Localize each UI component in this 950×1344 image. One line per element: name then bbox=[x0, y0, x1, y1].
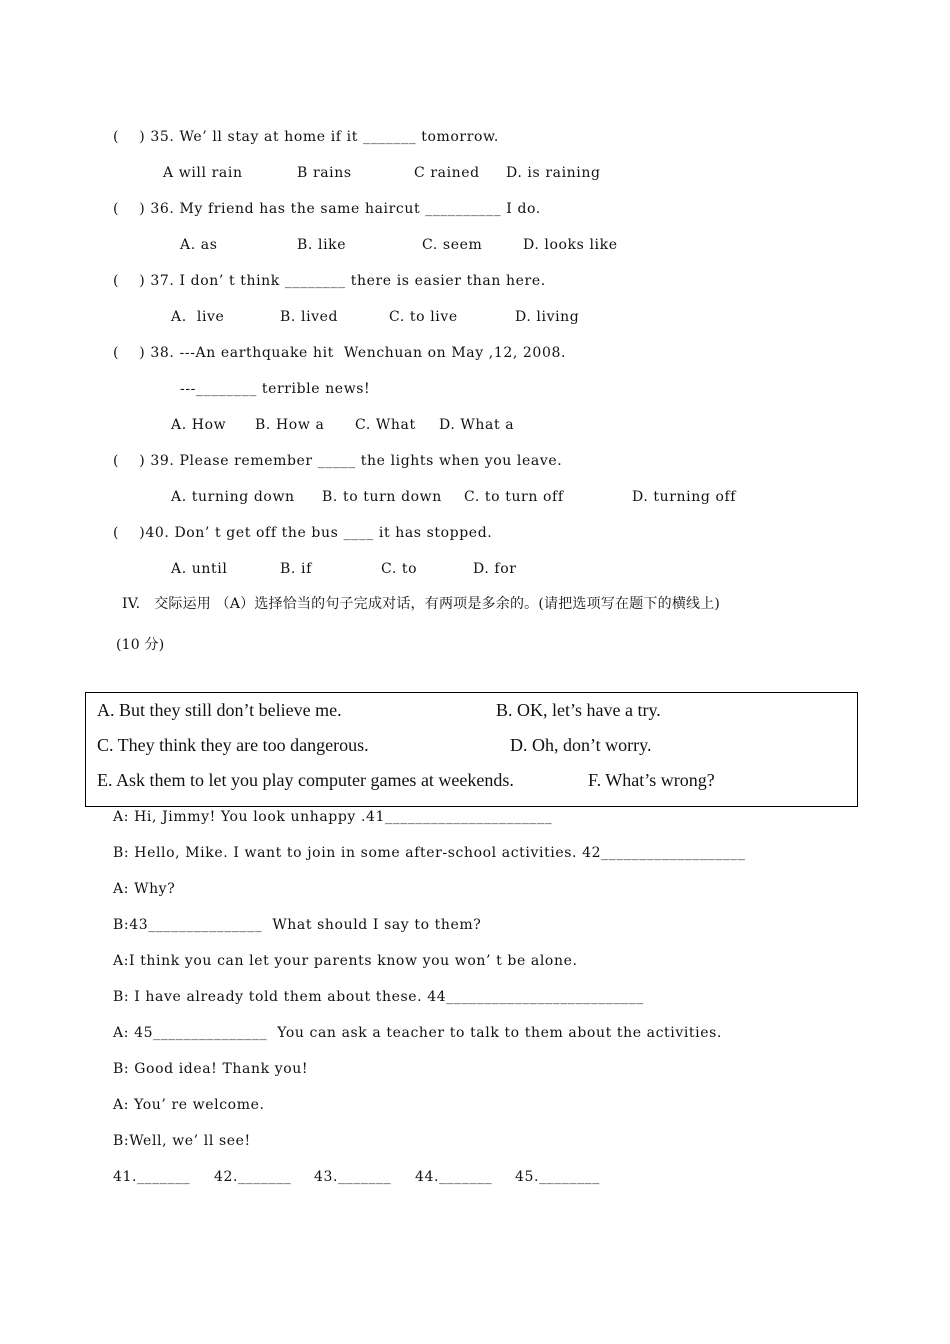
option-b: B. like bbox=[297, 237, 347, 253]
option-d: D. living bbox=[515, 309, 580, 325]
choice-c: C. They think they are too dangerous. bbox=[97, 735, 369, 755]
question-39-stem: ( ) 39. Please remember _____ the lights when you leave. bbox=[113, 453, 563, 469]
choice-d: D. Oh, don’t worry. bbox=[510, 735, 652, 755]
dialogue-line: B: Good idea! Thank you! bbox=[113, 1061, 309, 1077]
option-d: D. looks like bbox=[523, 237, 618, 253]
option-b: B. How a bbox=[255, 417, 325, 433]
question-36-stem: ( ) 36. My friend has the same haircut __________ I do. bbox=[113, 201, 541, 217]
option-c: C. to bbox=[381, 561, 418, 577]
option-c: C rained bbox=[414, 165, 480, 181]
option-d: D. is raining bbox=[506, 165, 601, 181]
question-37-stem: ( ) 37. I don’ t think ________ there is easier than here. bbox=[113, 273, 546, 289]
dialogue-line: B: I have already told them about these. 44__________________________ bbox=[113, 989, 644, 1005]
dialogue-line: A: Hi, Jimmy! You look unhappy .41______________________ bbox=[113, 809, 553, 825]
section-points: (10 分) bbox=[116, 637, 165, 653]
answer-blank-45[interactable]: 45.________ bbox=[515, 1169, 600, 1185]
option-a: A will rain bbox=[163, 165, 243, 181]
dialogue-line: B:Well, we’ ll see! bbox=[113, 1133, 251, 1149]
option-b: B. if bbox=[280, 561, 312, 577]
question-35-stem: ( ) 35. We’ ll stay at home if it _______ tomorrow. bbox=[113, 129, 499, 145]
option-d: D. turning off bbox=[632, 489, 737, 505]
dialogue-line: A:I think you can let your parents know you won’ t be alone. bbox=[113, 953, 578, 969]
option-a: A. as bbox=[180, 237, 218, 253]
question-40-stem: ( )40. Don’ t get off the bus ____ it has stopped. bbox=[113, 525, 493, 541]
section-heading: IV. 交际运用 （A）选择恰当的句子完成对话，有两项是多余的。(请把选项写在题下的横线上) bbox=[122, 596, 721, 612]
option-b: B. to turn down bbox=[322, 489, 442, 505]
option-d: D. What a bbox=[439, 417, 515, 433]
choice-e: E. Ask them to let you play computer games at weekends. bbox=[97, 770, 514, 790]
question-38-stem: ( ) 38. ---An earthquake hit Wenchuan on May ,12, 2008. bbox=[113, 345, 567, 361]
choices-box bbox=[85, 692, 858, 807]
answer-blank-41[interactable]: 41._______ bbox=[113, 1169, 191, 1185]
option-a: A. How bbox=[171, 417, 227, 433]
choice-f: F. What’s wrong? bbox=[588, 770, 715, 790]
option-c: C. What bbox=[355, 417, 416, 433]
dialogue-line: A: You’ re welcome. bbox=[113, 1097, 265, 1113]
dialogue-line: A: Why? bbox=[113, 881, 176, 897]
choice-b: B. OK, let’s have a try. bbox=[496, 700, 661, 720]
dialogue-line: A: 45_______________ You can ask a teacher to talk to them about the activities. bbox=[113, 1025, 722, 1041]
dialogue-line: B: Hello, Mike. I want to join in some after-school activities. 42___________________ bbox=[113, 845, 746, 861]
question-38-reply: ---________ terrible news! bbox=[180, 381, 371, 397]
option-b: B. lived bbox=[280, 309, 339, 325]
option-a: A. turning down bbox=[171, 489, 295, 505]
option-a: A. live bbox=[171, 309, 225, 325]
choice-a: A. But they still don’t believe me. bbox=[97, 700, 342, 720]
option-d: D. for bbox=[473, 561, 517, 577]
dialogue-line: B:43_______________ What should I say to them? bbox=[113, 917, 482, 933]
answer-blank-44[interactable]: 44._______ bbox=[415, 1169, 493, 1185]
option-c: C. to live bbox=[389, 309, 458, 325]
answer-blank-42[interactable]: 42._______ bbox=[214, 1169, 292, 1185]
option-b: B rains bbox=[297, 165, 352, 181]
option-c: C. seem bbox=[422, 237, 483, 253]
answer-blank-43[interactable]: 43._______ bbox=[314, 1169, 392, 1185]
option-a: A. until bbox=[171, 561, 228, 577]
option-c: C. to turn off bbox=[464, 489, 564, 505]
